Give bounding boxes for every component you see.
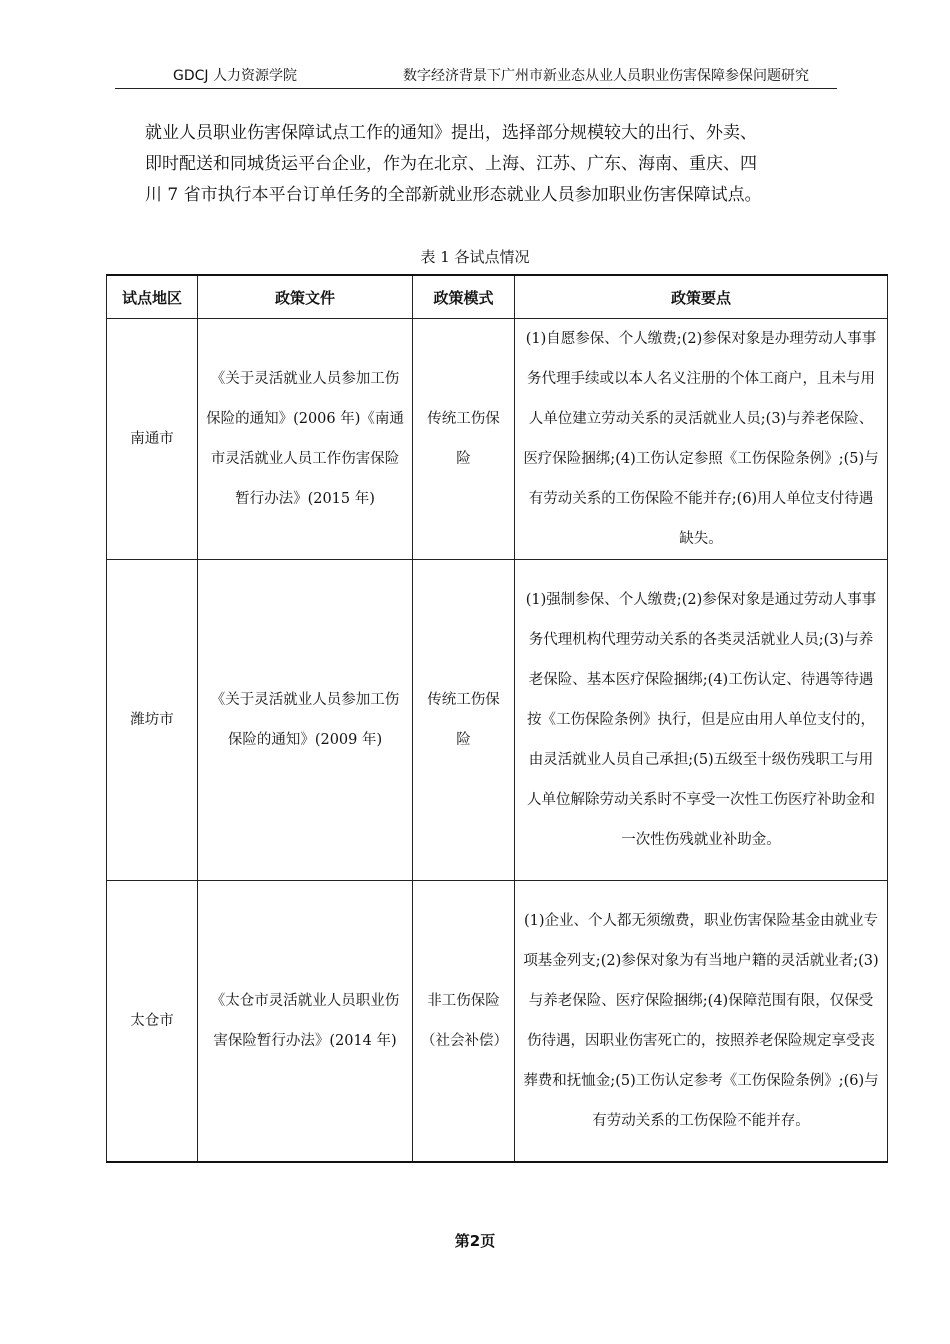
- table-row: [107, 560, 888, 881]
- mode-cell: 传统工伤保险: [413, 319, 515, 560]
- mode-cell: 传统工伤保险: [413, 560, 515, 881]
- region-cell: 南通市: [107, 319, 198, 560]
- header-document: 政策文件: [198, 275, 413, 319]
- body-line: 川 7 省市执行本平台订单任务的全部新就业形态就业人员参加职业伤害保障试点。: [145, 185, 762, 205]
- body-paragraph: [145, 118, 845, 211]
- pilot-table: [106, 274, 888, 1163]
- header-institution: GDCJ 人力资源学院: [173, 68, 297, 84]
- points-cell: (1)强制参保、个人缴费;(2)参保对象是通过劳动人事事务代理机构代理劳动关系的各类灵活就业人员;(3)与养老保险、基本医疗保险捆绑;(4)工伤认定、待遇等待遇按《工伤保险条例》执行，但是应由用人单位支付的，由灵活就业人员自己承担;(5)五级至十级伤残职工与用人单位解除劳动关系时不享受一次性工伤医疗补助金和一次性伤残就业补助金。: [515, 560, 888, 881]
- page-number: 第2页: [454, 1232, 496, 1250]
- document-cell: 《关于灵活就业人员参加工伤保险的通知》(2006 年)《南通市灵活就业人员工作伤害保险暂行办法》(2015 年): [198, 319, 413, 560]
- table-row: [107, 319, 888, 560]
- header-paper-title: 数字经济背景下广州市新业态从业人员职业伤害保障参保问题研究: [403, 68, 809, 84]
- points-cell: (1)企业、个人都无须缴费，职业伤害保险基金由就业专项基金列支;(2)参保对象为有当地户籍的灵活就业者;(3)与养老保险、医疗保险捆绑;(4)保障范围有限，仅保受伤待遇，因职业伤害死亡的，按照养老保险规定享受丧葬费和抚恤金;(5)工伤认定参考《工伤保险条例》;(6)与有劳动关系的工伤保险不能并存。: [515, 881, 888, 1162]
- table-row: [107, 881, 888, 1162]
- table-caption: 表 1 各试点情况: [420, 248, 530, 266]
- header-region: 试点地区: [107, 275, 198, 319]
- region-cell: 太仓市: [107, 881, 198, 1162]
- body-line: 就业人员职业伤害保障试点工作的通知》提出，选择部分规模较大的出行、外卖、: [145, 123, 757, 143]
- header-mode: 政策模式: [413, 275, 515, 319]
- table-header-row: [107, 275, 888, 319]
- body-line: 即时配送和同城货运平台企业，作为在北京、上海、江苏、广东、海南、重庆、四: [145, 154, 757, 174]
- mode-cell: 非工伤保险（社会补偿）: [413, 881, 515, 1162]
- document-cell: 《太仓市灵活就业人员职业伤害保险暂行办法》(2014 年): [198, 881, 413, 1162]
- document-cell: 《关于灵活就业人员参加工伤保险的通知》(2009 年): [198, 560, 413, 881]
- region-cell: 潍坊市: [107, 560, 198, 881]
- page-header: [115, 66, 837, 89]
- points-cell: (1)自愿参保、个人缴费;(2)参保对象是办理劳动人事事务代理手续或以本人名义注册的个体工商户，且未与用人单位建立劳动关系的灵活就业人员;(3)与养老保险、医疗保险捆绑;(4)工伤认定参照《工伤保险条例》;(5)与有劳动关系的工伤保险不能并存;(6)用人单位支付待遇缺失。: [515, 319, 888, 560]
- header-points: 政策要点: [515, 275, 888, 319]
